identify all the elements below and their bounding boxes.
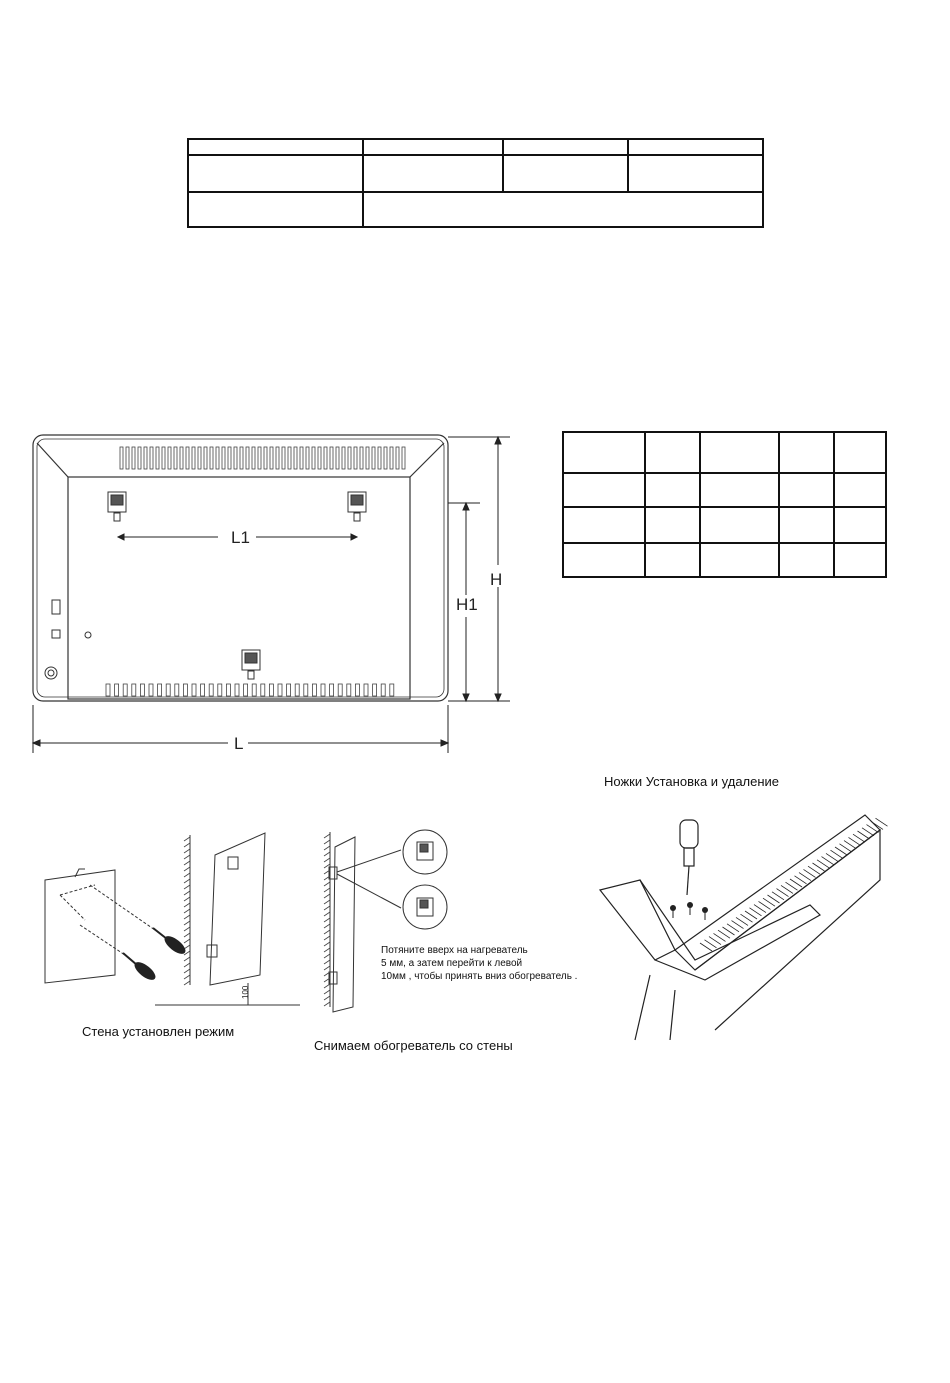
thermostat-knob-icon	[85, 632, 91, 638]
vent-slot	[330, 447, 333, 469]
vent-slot	[204, 447, 207, 469]
vent-slot	[226, 684, 230, 696]
vent-slot	[216, 447, 219, 469]
vent-slot	[853, 834, 865, 842]
vent-slot	[795, 876, 807, 884]
table-cell	[645, 432, 700, 473]
top-vent-grille	[120, 447, 405, 469]
table-cell	[188, 155, 363, 192]
vent-slot	[772, 892, 784, 900]
wall-hatch	[324, 900, 330, 904]
vent-slot	[373, 684, 377, 696]
dimension-label-h: H	[490, 570, 503, 589]
wall-hatch	[324, 912, 330, 916]
table-cell	[834, 543, 886, 577]
vent-slot	[759, 901, 771, 909]
switch-icon	[52, 600, 60, 614]
vent-slot	[209, 684, 213, 696]
wall-hatch	[324, 906, 330, 910]
vent-slot	[732, 921, 744, 929]
table-cell	[503, 139, 628, 155]
vent-slot	[168, 447, 171, 469]
vent-slot	[718, 930, 730, 938]
vent-slot	[186, 447, 189, 469]
vent-slot	[342, 447, 345, 469]
table-cell	[645, 543, 700, 577]
vent-slot	[849, 837, 861, 845]
vent-slot	[318, 447, 321, 469]
vent-slot	[278, 684, 282, 696]
wall-hatch	[324, 942, 330, 946]
vent-slot	[750, 908, 762, 916]
dimension-label-h1: H1	[456, 595, 478, 614]
heater-dimension-drawing	[20, 425, 520, 760]
wall-hatch	[184, 897, 190, 901]
vent-slot	[705, 940, 717, 948]
dimension-label-l1: L1	[231, 528, 250, 547]
wall-hatch	[324, 894, 330, 898]
vent-slot	[348, 447, 351, 469]
vent-slot	[324, 447, 327, 469]
wall-hatch	[184, 969, 190, 973]
vent-slot	[384, 447, 387, 469]
vent-slot	[321, 684, 325, 696]
wall-hatch	[324, 852, 330, 856]
wall-hatch	[184, 975, 190, 979]
vent-slot	[132, 447, 135, 469]
indicator-icon	[52, 630, 60, 638]
vent-slot	[138, 447, 141, 469]
vent-slot	[132, 684, 136, 696]
wall-hatch	[184, 885, 190, 889]
top-spec-table	[187, 138, 764, 228]
wall-hatch	[324, 918, 330, 922]
wall-hatch	[324, 996, 330, 1000]
table-cell	[363, 192, 763, 227]
vent-slot	[175, 684, 179, 696]
vent-slot	[234, 447, 237, 469]
table-cell	[563, 432, 645, 473]
vent-slot	[763, 898, 775, 906]
screwdriver-icon	[123, 953, 158, 982]
vent-slot	[222, 447, 225, 469]
vent-slot	[295, 684, 299, 696]
vent-slot	[294, 447, 297, 469]
wall-hatch	[324, 882, 330, 886]
vent-slot	[867, 825, 879, 833]
vent-slot	[790, 879, 802, 887]
wall-mode-caption: Стена установлен режим	[82, 1024, 235, 1039]
vent-slot	[140, 684, 144, 696]
vent-slot	[228, 447, 231, 469]
vent-slot	[844, 841, 856, 849]
vent-slot	[808, 866, 820, 874]
vent-slot	[876, 818, 888, 826]
table-cell	[779, 473, 834, 507]
feet-installation-illustration	[595, 800, 895, 1045]
wall-hatch	[184, 963, 190, 967]
vent-slot	[723, 927, 735, 935]
removal-caption: Снимаем обогреватель со стены	[314, 1038, 513, 1053]
vent-slot	[727, 924, 739, 932]
vent-slot	[714, 933, 726, 941]
removal-note	[381, 944, 611, 983]
wall-hatch	[184, 903, 190, 907]
vent-slot	[123, 684, 127, 696]
vent-slot	[831, 850, 843, 858]
vent-slot	[149, 684, 153, 696]
table-cell	[628, 155, 763, 192]
table-cell	[503, 155, 628, 192]
wall-hatch	[184, 867, 190, 871]
vent-slot	[261, 684, 265, 696]
vent-slot	[287, 684, 291, 696]
power-knob-icon	[45, 667, 57, 679]
removal-note-line: 10мм , чтобы принять вниз обогреватель .	[381, 971, 578, 982]
wall-hatch	[184, 879, 190, 883]
wall-hatch	[184, 909, 190, 913]
wall-hatch	[184, 843, 190, 847]
vent-slot	[804, 869, 816, 877]
vent-slot	[304, 684, 308, 696]
table-cell	[563, 473, 645, 507]
heater-inner-panel	[68, 477, 410, 699]
vent-slot	[192, 684, 196, 696]
vent-slot	[390, 684, 394, 696]
vent-slot	[372, 447, 375, 469]
vent-slot	[144, 447, 147, 469]
vent-slot	[799, 873, 811, 881]
vent-slot	[210, 447, 213, 469]
wall-hatch	[324, 834, 330, 838]
dimension-table	[562, 431, 887, 578]
wall-hatch	[324, 1002, 330, 1006]
wall-hatch	[324, 924, 330, 928]
screwdriver-handle-icon	[680, 820, 698, 848]
table-cell	[700, 543, 779, 577]
removal-illustration	[305, 822, 455, 1017]
vent-slot	[183, 684, 187, 696]
vent-slot	[258, 447, 261, 469]
mounting-bracket-icon	[242, 650, 260, 679]
vent-slot	[871, 821, 883, 829]
wall-hatch	[324, 930, 330, 934]
wall-hatch	[184, 981, 190, 985]
table-cell	[834, 473, 886, 507]
screw-icon	[670, 902, 708, 920]
vent-slot	[330, 684, 334, 696]
vent-slot	[360, 447, 363, 469]
vent-slot	[240, 447, 243, 469]
vent-slot	[174, 447, 177, 469]
vent-slot	[709, 937, 721, 945]
vent-slot	[192, 447, 195, 469]
table-cell	[834, 432, 886, 473]
wall-hatch	[184, 873, 190, 877]
vent-slot	[115, 684, 119, 696]
vent-slot	[835, 847, 847, 855]
heater-foot	[600, 880, 675, 960]
table-cell	[779, 432, 834, 473]
vent-slot	[813, 863, 825, 871]
feet-caption: Ножки Установка и удаление	[604, 774, 780, 789]
table-cell	[645, 507, 700, 543]
vent-slot	[180, 447, 183, 469]
wall-panel-outline	[45, 870, 115, 983]
gap-label: 100	[241, 985, 250, 999]
vent-slot	[781, 885, 793, 893]
wall-hatch	[184, 915, 190, 919]
wall-hatch	[324, 966, 330, 970]
vent-slot	[366, 447, 369, 469]
heater-outline	[33, 435, 448, 701]
table-cell	[700, 432, 779, 473]
wall-mount-illustration	[35, 825, 305, 1020]
vent-slot	[700, 943, 712, 951]
vent-slot	[390, 447, 393, 469]
table-cell	[700, 473, 779, 507]
wall-hatch	[324, 990, 330, 994]
vent-slot	[381, 684, 385, 696]
wall-hatch	[324, 954, 330, 958]
vent-slot	[786, 882, 798, 890]
vent-slot	[269, 684, 273, 696]
vent-slot	[396, 447, 399, 469]
vent-slot	[218, 684, 222, 696]
table-cell	[700, 507, 779, 543]
vent-slot	[276, 447, 279, 469]
vent-slot	[312, 684, 316, 696]
wall-hatch	[184, 855, 190, 859]
vent-slot	[312, 447, 315, 469]
vent-slot	[768, 895, 780, 903]
table-cell	[563, 543, 645, 577]
vent-slot	[858, 831, 870, 839]
wall-hatch	[184, 933, 190, 937]
vent-slot	[745, 911, 757, 919]
wall-hatch	[184, 891, 190, 895]
wall-hatch	[324, 984, 330, 988]
vent-slot	[282, 447, 285, 469]
vent-slot	[106, 684, 110, 696]
vent-slot	[826, 853, 838, 861]
vent-slot	[402, 447, 405, 469]
vent-slot	[817, 860, 829, 868]
vent-slot	[378, 447, 381, 469]
wall-hatch	[324, 936, 330, 940]
vent-slot	[347, 684, 351, 696]
wall-hatch	[324, 840, 330, 844]
wall-hatch	[184, 849, 190, 853]
vent-slot	[777, 889, 789, 897]
vent-slot	[355, 684, 359, 696]
vent-slot	[338, 684, 342, 696]
wall-hatch	[324, 888, 330, 892]
vent-slot	[158, 684, 162, 696]
vent-slot	[166, 684, 170, 696]
table-cell	[779, 507, 834, 543]
wall-hatch	[324, 846, 330, 850]
mounting-bracket-icon	[108, 492, 126, 521]
vent-slot	[306, 447, 309, 469]
vent-slot	[198, 447, 201, 469]
vent-slot	[354, 447, 357, 469]
wall-hatch	[184, 939, 190, 943]
vent-slot	[862, 828, 874, 836]
vent-slot	[741, 914, 753, 922]
vent-slot	[120, 447, 123, 469]
vent-slot	[252, 447, 255, 469]
vent-slot	[156, 447, 159, 469]
vent-slot	[252, 684, 256, 696]
table-cell	[188, 192, 363, 227]
table-cell	[188, 139, 363, 155]
table-cell	[363, 155, 503, 192]
vent-slot	[246, 447, 249, 469]
wall-hatch	[324, 960, 330, 964]
vent-slot	[754, 905, 766, 913]
dimension-label-l: L	[234, 734, 244, 753]
removal-note-line: Потяните вверх на нагреватель	[381, 945, 528, 956]
wall-hatch	[184, 957, 190, 961]
wall-hatch	[184, 921, 190, 925]
vent-slot	[264, 447, 267, 469]
screwdriver-icon	[153, 928, 188, 956]
vent-slot	[270, 447, 273, 469]
vent-slot	[288, 447, 291, 469]
table-cell	[563, 507, 645, 543]
wall-hatch	[324, 858, 330, 862]
wall-hatch	[184, 861, 190, 865]
vent-slot	[840, 844, 852, 852]
removal-note-line: 5 мм, а затем перейти к левой	[381, 958, 523, 969]
table-cell	[363, 139, 503, 155]
wall-hatch	[184, 927, 190, 931]
table-cell	[834, 507, 886, 543]
vent-slot	[822, 857, 834, 865]
vent-slot	[336, 447, 339, 469]
table-cell	[628, 139, 763, 155]
vent-slot	[244, 684, 248, 696]
wall-hatch	[184, 837, 190, 841]
vent-slot	[736, 917, 748, 925]
vent-slot	[162, 447, 165, 469]
wall-hatch	[324, 948, 330, 952]
bottom-vent-grille	[106, 684, 394, 696]
vent-slot	[235, 684, 239, 696]
vent-slot	[126, 447, 129, 469]
vent-slot	[201, 684, 205, 696]
table-cell	[645, 473, 700, 507]
vent-slot	[150, 447, 153, 469]
table-cell	[779, 543, 834, 577]
vent-slot	[300, 447, 303, 469]
vent-slot	[364, 684, 368, 696]
mounting-bracket-icon	[348, 492, 366, 521]
